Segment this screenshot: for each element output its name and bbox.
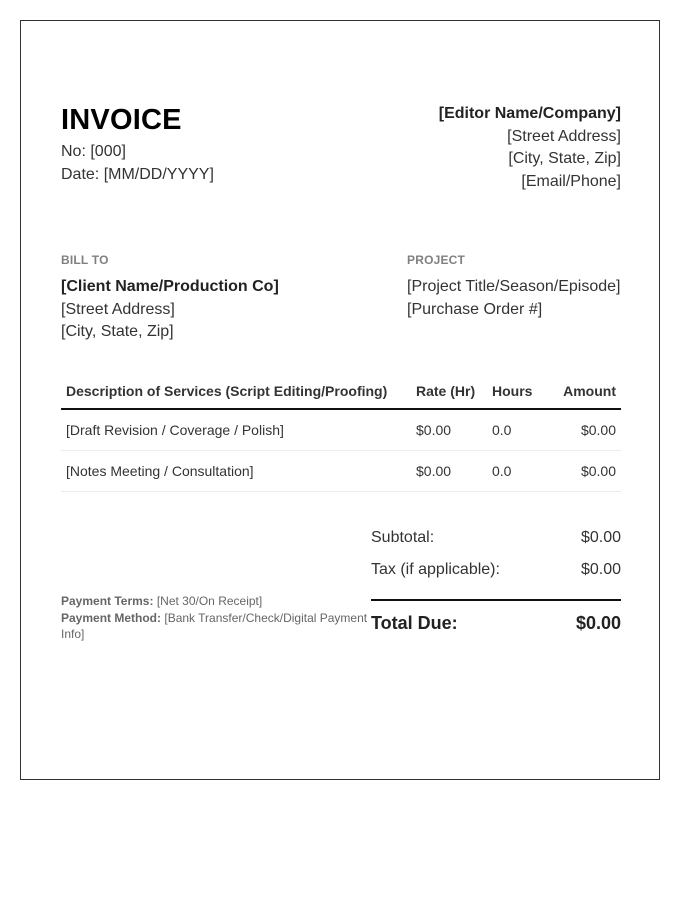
payment-method-value: [Bank Transfer/Check/Digital Payment Info] — [61, 610, 368, 641]
client-name: [Client Name/Production Co] — [61, 278, 279, 295]
payment-method-label: Payment Method: — [61, 610, 162, 625]
totals-section — [371, 525, 621, 637]
row-amount: $0.00 — [547, 451, 621, 492]
invoice-title: INVOICE — [61, 104, 182, 136]
header-amount: Amount — [547, 373, 621, 409]
purchase-order: [Purchase Order #] — [407, 300, 543, 318]
payment-terms — [61, 593, 371, 610]
table-row — [61, 451, 621, 492]
row-amount: $0.00 — [547, 409, 621, 451]
row-description: [Draft Revision / Coverage / Polish] — [61, 409, 411, 451]
editor-street: [Street Address] — [507, 127, 621, 145]
table-header-row — [61, 373, 621, 409]
editor-contact: [Email/Phone] — [521, 172, 621, 190]
editor-info — [439, 103, 621, 193]
subtotal-row — [371, 525, 621, 557]
header-rate: Rate (Hr) — [411, 373, 487, 409]
payment-method — [61, 610, 371, 643]
total-due-value: $0.00 — [575, 613, 621, 633]
row-hours: 0.0 — [487, 409, 547, 451]
table-row — [61, 409, 621, 451]
subtotal-value: $0.00 — [580, 529, 621, 546]
row-rate: $0.00 — [411, 451, 487, 492]
project-label: PROJECT — [407, 253, 466, 267]
payment-terms-value: [Net 30/On Receipt] — [156, 594, 263, 608]
tax-row — [371, 557, 621, 589]
project-title: [Project Title/Season/Episode] — [407, 278, 621, 295]
bill-to-section — [61, 253, 279, 344]
project-section — [407, 253, 620, 321]
invoice-page — [20, 20, 660, 780]
payment-info — [61, 593, 371, 643]
total-due-label: Total Due: — [371, 613, 458, 633]
editor-name: [Editor Name/Company] — [438, 105, 621, 122]
row-hours: 0.0 — [487, 451, 547, 492]
client-street: [Street Address] — [61, 300, 175, 318]
total-due-row — [371, 601, 621, 637]
header-description: Description of Services (Script Editing/Proofing) — [61, 373, 411, 409]
invoice-date: Date: [MM/DD/YYYY] — [61, 166, 214, 183]
row-description: [Notes Meeting / Consultation] — [61, 451, 411, 492]
tax-label: Tax (if applicable): — [371, 561, 500, 578]
bill-to-label: BILL TO — [61, 253, 109, 267]
tax-value: $0.00 — [580, 561, 621, 578]
client-city: [City, State, Zip] — [61, 323, 174, 340]
subtotal-label: Subtotal: — [371, 529, 435, 546]
row-rate: $0.00 — [411, 409, 487, 451]
editor-city: [City, State, Zip] — [508, 150, 621, 167]
services-table — [61, 373, 621, 492]
payment-terms-label: Payment Terms: — [61, 594, 154, 608]
header-hours: Hours — [487, 373, 547, 409]
invoice-number: No: [000] — [61, 143, 126, 160]
